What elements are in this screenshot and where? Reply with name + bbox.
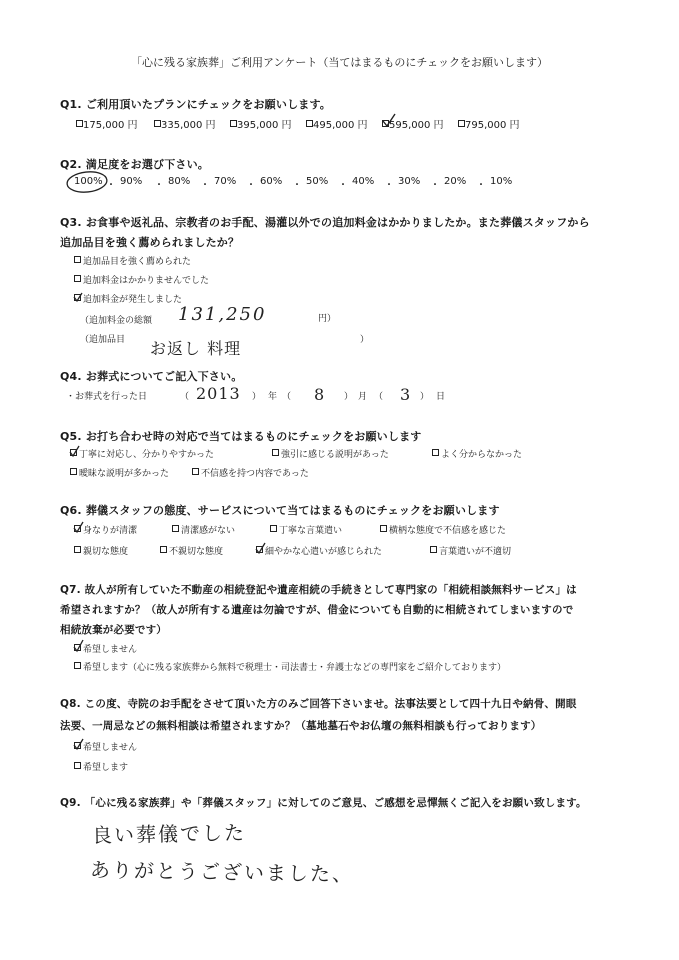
q7-option-request[interactable]: 希望します（心に残る家族葬から無料で税理士・司法書士・弁護士などの専門家をご紹介しております） xyxy=(74,660,506,673)
checkbox-icon[interactable] xyxy=(306,120,313,127)
checkbox-icon[interactable] xyxy=(272,449,279,456)
q2-option-60[interactable]: 60% xyxy=(260,176,283,187)
checkbox-icon[interactable] xyxy=(430,546,437,553)
q7-option-decline[interactable]: 希望しません xyxy=(74,642,137,655)
checkbox-icon[interactable] xyxy=(74,762,81,769)
q1-option-495000[interactable]: 495,000 円 xyxy=(306,116,368,131)
q4-date-label: ・お葬式を行った日 xyxy=(66,392,148,402)
q1-option-795000[interactable]: 795,000 円 xyxy=(458,116,520,131)
checkbox-icon[interactable] xyxy=(74,546,81,553)
q2-option-80[interactable]: 80% xyxy=(168,176,191,187)
q3-total-label: （追加料金の総額 xyxy=(80,316,153,326)
checkbox-icon[interactable] xyxy=(70,468,77,475)
q3-items-close: ） xyxy=(360,335,370,345)
q4-paren: ） xyxy=(344,392,354,402)
q1-option-175000[interactable]: 175,000 円 xyxy=(76,116,138,131)
checkbox-icon[interactable] xyxy=(74,644,81,651)
q3-option-no-extra[interactable]: 追加料金はかかりませんでした xyxy=(74,273,209,286)
q2-sep: ・ xyxy=(338,180,348,191)
q7-question-line2: 希望されますか？（故人が所有する遺産は勿論ですが、借金についても自動的に相続されてしまいますので xyxy=(60,604,574,616)
checkbox-icon[interactable] xyxy=(458,120,465,127)
q2-sep: ・ xyxy=(246,180,256,191)
q3-option-recommended[interactable]: 追加品目を強く薦められた xyxy=(74,254,191,267)
q2-sep: ・ xyxy=(154,180,164,191)
q3-total-value[interactable]: 131,250 xyxy=(178,304,267,325)
checkbox-icon[interactable] xyxy=(192,468,199,475)
checkbox-icon[interactable] xyxy=(256,546,263,553)
q7-question-line3: 相続放棄が必要です） xyxy=(60,624,167,636)
q4-day-unit: 日 xyxy=(436,392,446,402)
q7-question-line1: Q7. 故人が所有していた不動産の相続登記や遺産相続の手続きとして専門家の「相続相談無料サービス」は xyxy=(60,584,577,596)
q5-option-unclear[interactable]: よく分からなかった xyxy=(432,447,522,460)
checkbox-icon[interactable] xyxy=(160,546,167,553)
checkbox-icon[interactable] xyxy=(172,525,179,532)
q4-year-unit: 年 xyxy=(268,392,278,402)
q2-sep: ・ xyxy=(430,180,440,191)
q2-option-30[interactable]: 30% xyxy=(398,176,421,187)
q1-option-595000[interactable]: 595,000 円 xyxy=(382,116,444,131)
q4-year-value[interactable]: 2013 xyxy=(196,384,241,403)
checkbox-icon[interactable] xyxy=(380,525,387,532)
q6-option-polite-speech[interactable]: 丁寧な言葉遣い xyxy=(270,523,342,536)
q2-option-50[interactable]: 50% xyxy=(306,176,329,187)
q8-option-decline[interactable]: 希望しません xyxy=(74,740,137,753)
q4-question: Q4. お葬式についてご記入下さい。 xyxy=(60,370,243,383)
q3-items-value[interactable]: お返し 料理 xyxy=(150,339,242,358)
q4-paren: ） xyxy=(420,392,430,402)
checkbox-icon[interactable] xyxy=(74,275,81,282)
checkbox-icon[interactable] xyxy=(70,449,77,456)
q2-sep: ・ xyxy=(200,180,210,191)
q6-question: Q6. 葬儀スタッフの態度、サービスについて当てはまるものにチェックをお願いします xyxy=(60,504,500,517)
survey-title: 「心に残る家族葬」ご利用アンケート（当てはまるものにチェックをお願いします） xyxy=(130,56,548,69)
q5-option-vague[interactable]: 曖昧な説明が多かった xyxy=(70,466,169,479)
q2-option-90[interactable]: 90% xyxy=(120,176,143,187)
q6-option-arrogant[interactable]: 横柄な態度で不信感を感じた xyxy=(380,523,506,536)
q3-question-line1: Q3. お食事や返礼品、宗教者のお手配、湯灌以外での追加料金はかかりましたか。また葬儀スタッフから xyxy=(60,216,590,229)
q4-paren: （ xyxy=(180,392,190,402)
checkbox-icon[interactable] xyxy=(74,742,81,749)
q1-option-335000[interactable]: 335,000 円 xyxy=(154,116,216,131)
checkbox-icon[interactable] xyxy=(382,120,389,127)
q2-question: Q2. 満足度をお選び下さい。 xyxy=(60,158,210,171)
q2-option-40[interactable]: 40% xyxy=(352,176,375,187)
q1-option-395000[interactable]: 395,000 円 xyxy=(230,116,292,131)
q2-option-100[interactable]: 100% xyxy=(74,176,103,187)
q6-option-improper-speech[interactable]: 言葉遣いが不適切 xyxy=(430,544,511,557)
checkbox-icon[interactable] xyxy=(74,662,81,669)
q2-sep: ・ xyxy=(384,180,394,191)
q5-question: Q5. お打ち合わせ時の対応で当てはまるものにチェックをお願いします xyxy=(60,430,422,443)
checkbox-icon[interactable] xyxy=(270,525,277,532)
q4-month-unit: 月 xyxy=(358,392,368,402)
checkbox-icon[interactable] xyxy=(230,120,237,127)
q9-answer-line2[interactable]: ありがとうございました、 xyxy=(89,857,355,887)
q6-option-attentive[interactable]: 細やかな心遣いが感じられた xyxy=(256,544,382,557)
q2-sep: ・ xyxy=(106,180,116,191)
q3-total-unit: 円） xyxy=(318,314,337,324)
q6-option-unkind[interactable]: 不親切な態度 xyxy=(160,544,223,557)
checkbox-icon[interactable] xyxy=(432,449,439,456)
q5-option-pushy[interactable]: 強引に感じる説明があった xyxy=(272,447,389,460)
q6-option-kind[interactable]: 親切な態度 xyxy=(74,544,128,557)
q4-month-value[interactable]: 8 xyxy=(314,385,325,404)
q2-sep: ・ xyxy=(476,180,486,191)
q2-option-20[interactable]: 20% xyxy=(444,176,467,187)
q4-paren: ） xyxy=(252,392,262,402)
q9-answer-line1[interactable]: 良い葬儀でした xyxy=(91,820,247,848)
q8-question-line1: Q8. この度、寺院のお手配をさせて頂いた方のみご回答下さいませ。法事法要として四十九日や納骨、開眼 xyxy=(60,698,577,710)
checkbox-icon[interactable] xyxy=(154,120,161,127)
checkbox-icon[interactable] xyxy=(74,294,81,301)
q5-option-polite[interactable]: 丁寧に対応し、分かりやすかった xyxy=(70,447,214,460)
q2-option-10[interactable]: 10% xyxy=(490,176,513,187)
q5-option-distrust[interactable]: 不信感を持つ内容であった xyxy=(192,466,309,479)
q4-day-value[interactable]: 3 xyxy=(400,385,411,404)
checkbox-icon[interactable] xyxy=(74,256,81,263)
q4-paren: （ xyxy=(374,392,384,402)
q6-option-clean[interactable]: 身なりが清潔 xyxy=(74,523,137,536)
q3-question-line2: 追加品目を強く薦められましたか？ xyxy=(60,236,240,249)
q4-paren: （ xyxy=(282,392,292,402)
q3-option-extra-charged[interactable]: 追加料金が発生しました xyxy=(74,292,182,305)
q8-option-request[interactable]: 希望します xyxy=(74,760,128,773)
checkbox-icon[interactable] xyxy=(76,120,83,127)
checkbox-icon[interactable] xyxy=(74,525,81,532)
q8-question-line2: 法要、一周忌などの無料相談は希望されますか？（墓地墓石やお仏壇の無料相談も行っております） xyxy=(60,720,542,732)
q6-option-unclean[interactable]: 清潔感がない xyxy=(172,523,235,536)
q2-option-70[interactable]: 70% xyxy=(214,176,237,187)
q2-sep: ・ xyxy=(292,180,302,191)
q3-items-label: （追加品目 xyxy=(80,335,126,345)
q9-question: Q9. 「心に残る家族葬」や「葬儀スタッフ」に対してのご意見、ご感想を忌憚無くご記入をお願い致します。 xyxy=(60,797,587,809)
q1-question: Q1. ご利用頂いたプランにチェックをお願いします。 xyxy=(60,98,332,111)
